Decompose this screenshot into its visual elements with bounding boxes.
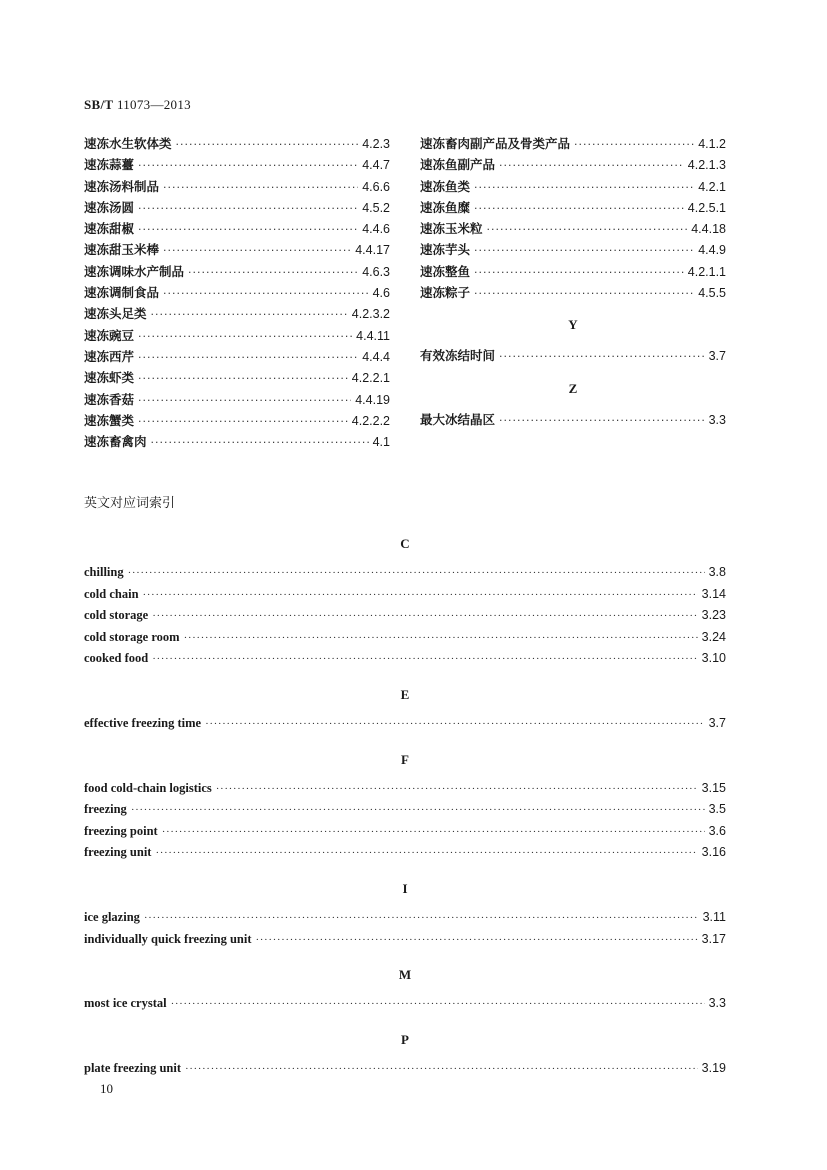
- index-entry: [84, 347, 390, 368]
- dot-leader: [205, 718, 705, 730]
- index-entry: [420, 219, 726, 240]
- index-ref: 4.4.9: [698, 243, 726, 258]
- index-entry: [84, 240, 390, 261]
- index-entry: [84, 716, 726, 738]
- index-ref: 4.1.2: [698, 137, 726, 151]
- dot-leader: [487, 223, 688, 236]
- dot-leader: [474, 287, 694, 300]
- index-term: 速冻鱼糜: [420, 199, 471, 215]
- dot-leader: [138, 351, 358, 364]
- index-ref: 3.23: [701, 608, 726, 623]
- index-ref: 4.2.2.2: [351, 413, 390, 428]
- index-entry: [84, 1061, 726, 1083]
- english-index-title: 英文对应词索引: [84, 496, 176, 511]
- index-term: 速冻蟹类: [84, 412, 135, 428]
- index-term: freezing: [84, 802, 127, 817]
- index-ref: 4.4.18: [691, 222, 726, 237]
- dot-leader: [162, 826, 705, 838]
- index-entry: [84, 432, 390, 453]
- dot-leader: [184, 632, 698, 644]
- index-term: 速冻整鱼: [420, 263, 471, 279]
- index-entry: [84, 587, 726, 609]
- index-ref: 4.4.7: [362, 158, 390, 173]
- index-term: 速冻水生软体类: [84, 136, 172, 151]
- index-ref: 3.7: [708, 715, 726, 730]
- index-entry: [420, 198, 726, 219]
- dot-leader: [163, 287, 369, 300]
- index-entry: [84, 198, 390, 219]
- section-letter-m: M: [398, 967, 412, 983]
- index-term: cold storage: [84, 608, 149, 623]
- index-entry: [84, 781, 726, 803]
- index-entry: [84, 411, 390, 432]
- index-entry: [84, 565, 726, 587]
- section-letter-p: P: [401, 1031, 409, 1047]
- index-term: 速冻香菇: [84, 391, 135, 407]
- index-entry: [84, 910, 726, 932]
- dot-leader: [138, 372, 348, 385]
- index-ref: 3.11: [702, 909, 726, 924]
- index-entry: [84, 651, 726, 673]
- dot-leader: [138, 394, 351, 407]
- index-term: effective freezing time: [84, 715, 202, 730]
- index-ref: 4.2.1.1: [687, 264, 726, 279]
- index-ref: 4.2.3: [362, 137, 390, 151]
- index-ref: 4.6.3: [362, 264, 390, 279]
- index-entry: [84, 177, 390, 198]
- index-term: 速冻汤圆: [84, 199, 135, 215]
- index-term: 速冻西芹: [84, 348, 135, 364]
- index-term: 速冻畜肉副产品及骨类产品: [420, 136, 571, 151]
- dot-leader: [216, 783, 698, 795]
- dot-leader: [474, 266, 684, 279]
- index-term: cold storage room: [84, 629, 180, 644]
- index-ref: 3.7: [708, 349, 726, 364]
- index-ref: 4.4.19: [355, 392, 390, 407]
- dot-leader: [128, 567, 705, 579]
- dot-leader: [138, 223, 358, 236]
- document-header: [84, 97, 191, 113]
- section-letter-i: I: [402, 880, 408, 896]
- dot-leader: [163, 244, 351, 257]
- dot-leader: [574, 138, 694, 151]
- dot-leader: [499, 414, 705, 427]
- index-term: 速冻豌豆: [84, 327, 135, 343]
- index-entry: [84, 996, 726, 1018]
- index-term: 速冻蒜薹: [84, 157, 135, 173]
- index-term: 速冻畜禽肉: [84, 434, 147, 450]
- index-term: 速冻粽子: [420, 285, 471, 301]
- index-entry: [84, 824, 726, 846]
- index-ref: 3.14: [701, 586, 726, 601]
- index-ref: 3.6: [708, 823, 726, 838]
- index-term: 速冻调味水产制品: [84, 263, 185, 279]
- dot-leader: [256, 934, 698, 946]
- dot-leader: [499, 159, 684, 172]
- index-ref: 4.4.17: [355, 243, 390, 258]
- index-entry: [84, 326, 390, 347]
- index-term: most ice crystal: [84, 996, 167, 1011]
- index-term: 速冻甜椒: [84, 221, 135, 237]
- dot-leader: [151, 308, 348, 321]
- index-term: 速冻鱼类: [420, 178, 471, 194]
- index-ref: 3.16: [701, 845, 726, 860]
- index-entry: [84, 390, 390, 411]
- index-term: plate freezing unit: [84, 1060, 181, 1075]
- index-entry: [84, 304, 390, 325]
- index-entry: [420, 410, 726, 431]
- index-ref: 3.10: [701, 651, 726, 666]
- index-ref: 4.2.1.3: [687, 158, 726, 173]
- dot-leader: [188, 266, 358, 279]
- index-ref: 4.5.2: [362, 200, 390, 215]
- dot-leader: [151, 436, 369, 449]
- index-entry: [84, 368, 390, 389]
- index-entry: [420, 262, 726, 283]
- right-index-column: [420, 134, 726, 431]
- index-ref: 3.15: [701, 780, 726, 795]
- index-term: chilling: [84, 565, 124, 579]
- dot-leader: [185, 1063, 698, 1075]
- index-entry: [420, 177, 726, 198]
- index-entry: [84, 932, 726, 954]
- index-term: freezing unit: [84, 845, 152, 860]
- dot-leader: [474, 244, 694, 257]
- dot-leader: [176, 138, 359, 151]
- dot-leader: [155, 847, 697, 859]
- left-index-column: [84, 134, 390, 453]
- section-letter-f: F: [401, 751, 409, 767]
- index-ref: 4.1: [372, 435, 390, 450]
- index-entry: [84, 283, 390, 304]
- section-letter-e: E: [400, 686, 410, 702]
- index-ref: 3.19: [701, 1060, 726, 1075]
- dot-leader: [143, 589, 698, 601]
- index-term: 速冻鱼副产品: [420, 157, 496, 173]
- index-ref: 4.2.1: [698, 179, 726, 194]
- index-ref: 4.2.2.1: [351, 371, 390, 386]
- dot-leader: [152, 653, 697, 665]
- index-term: 速冻芋头: [420, 242, 471, 258]
- index-entry: [84, 608, 726, 630]
- index-entry: [420, 283, 726, 304]
- index-term: 最大冰结晶区: [420, 411, 496, 427]
- dot-leader: [474, 181, 694, 194]
- index-term: 有效冻结时间: [420, 348, 496, 364]
- index-term: food cold-chain logistics: [84, 780, 212, 795]
- index-term: 速冻汤料制品: [84, 178, 160, 194]
- index-term: cooked food: [84, 651, 149, 666]
- index-entry: [420, 240, 726, 261]
- dot-leader: [152, 610, 697, 622]
- index-term: 速冻虾类: [84, 370, 135, 386]
- index-ref: 3.3: [708, 412, 726, 427]
- index-term: 速冻头足类: [84, 306, 147, 322]
- index-term: individually quick freezing unit: [84, 931, 252, 946]
- dot-leader: [131, 804, 705, 816]
- index-entry: [84, 134, 390, 155]
- index-term: 速冻玉米粒: [420, 221, 483, 237]
- index-term: cold chain: [84, 586, 139, 601]
- index-entry: [84, 155, 390, 176]
- index-ref: 3.17: [701, 931, 726, 946]
- dot-leader: [171, 998, 705, 1010]
- section-letter-c: C: [400, 536, 410, 551]
- index-ref: 3.5: [708, 802, 726, 817]
- dot-leader: [138, 202, 358, 215]
- index-ref: 4.4.4: [362, 349, 390, 364]
- index-term: freezing point: [84, 823, 158, 838]
- index-term: 速冻调制食品: [84, 285, 160, 301]
- section-letter-y: Y: [568, 317, 578, 333]
- standard-number: 11073—2013: [113, 97, 191, 112]
- dot-leader: [163, 181, 358, 194]
- index-ref: 4.5.5: [698, 286, 726, 301]
- page-number: 10: [100, 1081, 113, 1096]
- index-entry: [84, 630, 726, 652]
- index-entry: [84, 262, 390, 283]
- index-ref: 3.24: [701, 629, 726, 644]
- index-entry: [84, 802, 726, 824]
- index-entry: [420, 155, 726, 176]
- index-ref: 4.4.11: [356, 328, 390, 343]
- index-entry: [420, 134, 726, 155]
- index-entry: [84, 845, 726, 867]
- index-ref: 4.4.6: [362, 222, 390, 237]
- index-term: ice glazing: [84, 909, 140, 924]
- index-term: 速冻甜玉米棒: [84, 242, 160, 258]
- dot-leader: [138, 415, 348, 428]
- index-ref: 4.2.3.2: [351, 307, 390, 322]
- index-ref: 4.2.5.1: [687, 200, 726, 215]
- index-ref: 4.6: [372, 286, 390, 301]
- dot-leader: [138, 159, 358, 172]
- section-letter-z: Z: [568, 380, 578, 396]
- index-ref: 3.8: [708, 565, 726, 579]
- index-ref: 3.3: [708, 996, 726, 1011]
- english-index: [84, 522, 726, 1082]
- dot-leader: [474, 202, 684, 215]
- standard-prefix: SB/T: [84, 97, 114, 112]
- dot-leader: [144, 912, 699, 924]
- index-entry: [84, 219, 390, 240]
- dot-leader: [138, 330, 352, 343]
- index-entry: [420, 346, 726, 367]
- dot-leader: [499, 350, 705, 363]
- index-ref: 4.6.6: [362, 179, 390, 194]
